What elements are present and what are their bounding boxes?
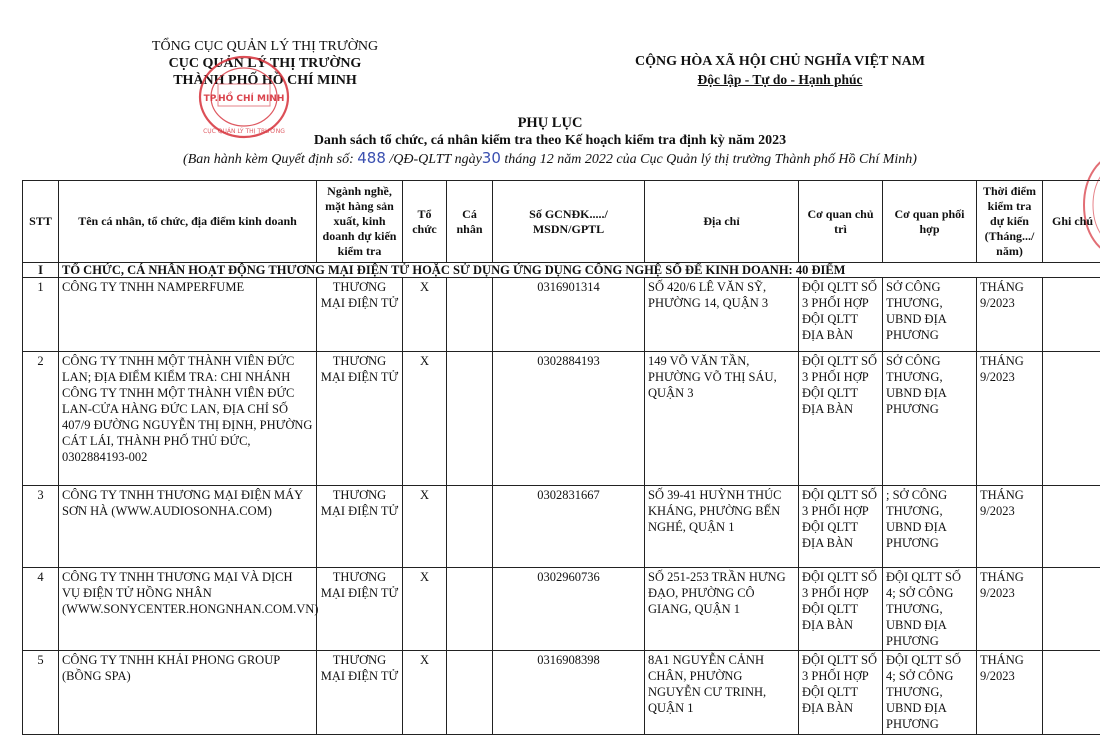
document-subtitle: Danh sách tổ chức, cá nhân kiểm tra theo Kế hoạch kiểm tra định kỳ năm 2023 [313,133,787,148]
document-heading: PHỤ LỤC [517,115,583,131]
row-coord-agency: SỞ CÔNG THƯƠNG, UBND ĐỊA PHƯƠNG [883,278,977,352]
row-lead-agency: ĐỘI QLTT SỐ 3 PHỐI HỢP ĐỘI QLTT ĐỊA BÀN [799,568,883,651]
row-lead-agency: ĐỘI QLTT SỐ 3 PHỐI HỢP ĐỘI QLTT ĐỊA BÀN [799,486,883,568]
row-individual [447,352,493,486]
row-org: X [403,278,447,352]
row-stt: 4 [23,568,59,651]
col-header-coord-agency: Cơ quan phối hợp [883,181,977,263]
col-header-reg-no: Số GCNĐK...../ MSDN/GPTL [493,181,645,263]
row-name: CÔNG TY TNHH KHẢI PHONG GROUP (BỒNG SPA) [59,651,317,735]
table-row [23,486,1100,568]
col-header-org: Tổ chức [403,181,447,263]
parent-agency-name: TỔNG CỤC QUẢN LÝ THỊ TRƯỜNG [151,39,379,54]
row-coord-agency: ĐỘI QLTT SỐ 4; SỞ CÔNG THƯƠNG, UBND ĐỊA PHƯƠNG [883,651,977,735]
decree-reference [0,149,1100,169]
col-header-individual: Cá nhân [447,181,493,263]
table-row [23,278,1100,352]
row-name: CÔNG TY TNHH NAMPERFUME [59,278,317,352]
col-header-sector: Ngành nghề, mặt hàng sản xuất, kinh doanh dự kiến kiểm tra [317,181,403,263]
col-header-name: Tên cá nhân, tổ chức, địa điểm kinh doanh [59,181,317,263]
row-reg-no: 0302884193 [493,352,645,486]
row-lead-agency: ĐỘI QLTT SỐ 3 PHỐI HỢP ĐỘI QLTT ĐỊA BÀN [799,352,883,486]
row-time: THÁNG 9/2023 [977,568,1043,651]
row-sector: THƯƠNG MẠI ĐIỆN TỬ [317,352,403,486]
row-sector: THƯƠNG MẠI ĐIỆN TỬ [317,568,403,651]
row-org: X [403,486,447,568]
row-lead-agency: ĐỘI QLTT SỐ 3 PHỐI HỢP ĐỘI QLTT ĐỊA BÀN [799,651,883,735]
col-header-address: Địa chỉ [645,181,799,263]
row-note [1043,352,1100,486]
row-org: X [403,568,447,651]
decree-prefix: (Ban hành kèm Quyết định số: [183,152,358,167]
inspection-list-table [22,180,1100,735]
row-note [1043,568,1100,651]
row-time: THÁNG 9/2023 [977,352,1043,486]
row-time: THÁNG 9/2023 [977,486,1043,568]
row-time: THÁNG 9/2023 [977,651,1043,735]
row-individual [447,568,493,651]
row-name: CÔNG TY TNHH MỘT THÀNH VIÊN ĐỨC LAN; ĐỊA ĐIỂM KIỂM TRA: CHI NHÁNH CÔNG TY TNHH MỘT THÀNH VIÊN ĐỨC LAN-CỬA HÀNG ĐỨC LAN, ĐỊA CHỈ SỐ 407/9 ĐƯỜNG NGUYỄN THỊ ĐỊNH, PHƯỜNG CÁT LÁI, THÀNH PHỐ THỦ ĐỨC, 0302884193-002 [59,352,317,486]
row-reg-no: 0316901314 [493,278,645,352]
row-note [1043,278,1100,352]
issuing-agency-header [120,38,410,89]
row-stt: 1 [23,278,59,352]
table-row [23,651,1100,735]
table-row [23,352,1100,486]
row-coord-agency: SỞ CÔNG THƯƠNG, UBND ĐỊA PHƯƠNG [883,352,977,486]
row-sector: THƯƠNG MẠI ĐIỆN TỬ [317,651,403,735]
agency-name: CỤC QUẢN LÝ THỊ TRƯỜNG [168,56,362,71]
col-header-lead-agency: Cơ quan chủ trì [799,181,883,263]
row-lead-agency: ĐỘI QLTT SỐ 3 PHỐI HỢP ĐỘI QLTT ĐỊA BÀN [799,278,883,352]
row-note [1043,486,1100,568]
svg-text:CỤC QUẢN LÝ THỊ TRƯỜNG: CỤC QUẢN LÝ THỊ TRƯỜNG [203,128,285,135]
col-header-stt: STT [23,181,59,263]
row-stt: 2 [23,352,59,486]
row-org: X [403,651,447,735]
row-address: SỐ 39-41 HUỲNH THÚC KHÁNG, PHƯỜNG BẾN NGHÉ, QUẬN 1 [645,486,799,568]
section-row [23,263,1100,278]
row-address: 8A1 NGUYỄN CẢNH CHÂN, PHƯỜNG NGUYỄN CƯ TRINH, QUẬN 1 [645,651,799,735]
decree-suffix: tháng 12 năm 2022 của Cục Quản lý thị trường Thành phố Hồ Chí Minh) [500,152,917,167]
row-sector: THƯƠNG MẠI ĐIỆN TỬ [317,486,403,568]
row-address: 149 VÕ VĂN TẦN, PHƯỜNG VÕ THỊ SÁU, QUẬN 3 [645,352,799,486]
row-stt: 5 [23,651,59,735]
agency-city: THÀNH PHỐ HỒ CHÍ MINH [173,73,357,88]
decree-day: 30 [481,149,501,167]
row-address: SỐ 420/6 LÊ VĂN SỸ, PHƯỜNG 14, QUẬN 3 [645,278,799,352]
table-header-row [23,181,1100,263]
row-coord-agency: ; SỞ CÔNG THƯƠNG, UBND ĐỊA PHƯƠNG [883,486,977,568]
col-header-note: Ghi chú [1043,181,1100,263]
row-individual [447,278,493,352]
row-individual [447,486,493,568]
row-coord-agency: ĐỘI QLTT SỐ 4; SỞ CÔNG THƯƠNG, UBND ĐỊA PHƯƠNG [883,568,977,651]
document-title-block [0,115,1100,169]
row-stt: 3 [23,486,59,568]
table-row [23,568,1100,651]
row-sector: THƯƠNG MẠI ĐIỆN TỬ [317,278,403,352]
svg-text:TP.HỒ CHÍ MINH: TP.HỒ CHÍ MINH [203,94,285,104]
national-motto: Độc lập - Tự do - Hạnh phúc [697,72,863,87]
row-individual [447,651,493,735]
row-note [1043,651,1100,735]
decree-mid: /QĐ-QLTT ngày [385,152,482,167]
row-reg-no: 0302960736 [493,568,645,651]
row-address: SỐ 251-253 TRẦN HƯNG ĐẠO, PHƯỜNG CÔ GIANG, QUẬN 1 [645,568,799,651]
country-name: CỘNG HÒA XÃ HỘI CHỦ NGHĨA VIỆT NAM [634,54,925,69]
decree-number: 488 [357,149,386,167]
section-label: TỔ CHỨC, CÁ NHÂN HOẠT ĐỘNG THƯƠNG MẠI ĐIỆN TỬ HOẶC SỬ DỤNG ỨNG DỤNG CÔNG NGHỆ SỐ ĐỂ KINH DOANH: 40 ĐIỂM [59,263,1100,278]
row-reg-no: 0316908398 [493,651,645,735]
row-reg-no: 0302831667 [493,486,645,568]
row-name: CÔNG TY TNHH THƯƠNG MẠI VÀ DỊCH VỤ ĐIỆN TỬ HỒNG NHÂN (WWW.SONYCENTER.HONGNHAN.COM.VN) [59,568,317,651]
national-header [600,53,960,89]
section-roman: I [23,263,59,278]
row-time: THÁNG 9/2023 [977,278,1043,352]
row-name: CÔNG TY TNHH THƯƠNG MẠI ĐIỆN MÁY SƠN HÀ (WWW.AUDIOSONHA.COM) [59,486,317,568]
row-org: X [403,352,447,486]
col-header-time: Thời điểm kiểm tra dự kiến (Tháng.../ năm) [977,181,1043,263]
